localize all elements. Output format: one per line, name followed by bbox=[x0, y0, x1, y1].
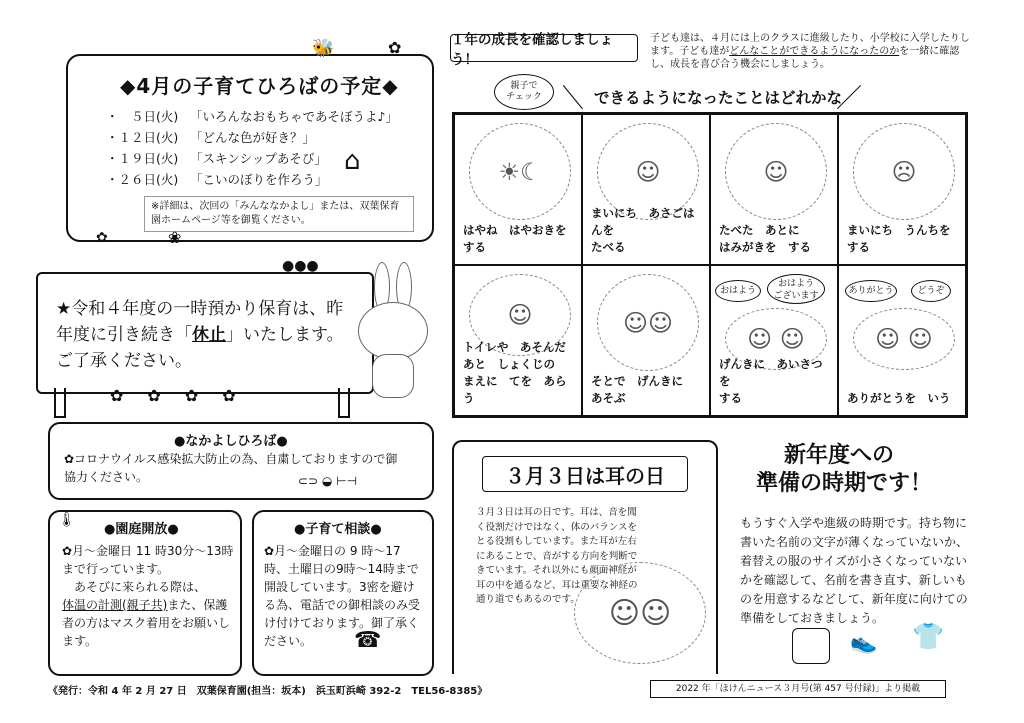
subtitle-slash-right: ／ bbox=[836, 84, 863, 114]
garden-title: ●園庭開放● bbox=[104, 522, 179, 537]
garden-text bbox=[62, 542, 234, 650]
growth-cell bbox=[582, 114, 710, 265]
garden-text3: また、保護者の方はマスク着用をお願いします。 bbox=[62, 598, 231, 648]
ground-flowers-icon: ✿✿✿✿ bbox=[110, 386, 260, 405]
newyear-text: もうすぐ入学や進級の時期です。持ち物に書いた名前の文字が薄くなっていないか、着替えの服のサイズが小さくなっていないかを確認して、名前を書き直す、新しいものを用意するなどして、新年度に向けての準備をしておきましょう。 bbox=[740, 516, 969, 625]
notice-underlined: 休止 bbox=[192, 325, 226, 345]
shirt-icon: 👕 bbox=[912, 622, 945, 652]
breakfast-icon: ☺ bbox=[597, 123, 699, 220]
thermometer-icon: 🌡 bbox=[58, 512, 76, 528]
ear-frame bbox=[452, 440, 718, 674]
schedule-text: 「スキンシップあそび」 bbox=[190, 151, 327, 166]
schedule-date: ・１９日(火) bbox=[106, 151, 179, 166]
consult-box bbox=[252, 510, 434, 676]
growth-cell bbox=[454, 265, 582, 416]
playground-icon: ☺☺ bbox=[597, 274, 699, 371]
greeting-bubble: おはよう ございます bbox=[767, 274, 825, 304]
garden-underlined: 体温の計測(親子共) bbox=[62, 598, 168, 612]
growth-subtitle: できるようになったことはどれかな bbox=[594, 89, 843, 107]
schedule-date: ・２６日(火) bbox=[106, 172, 179, 187]
growth-caption: そとで げんきに あそぶ bbox=[591, 374, 683, 405]
growth-cell bbox=[710, 114, 838, 265]
growth-caption: げんきに あいさつを する bbox=[719, 357, 823, 405]
toothbrush-icon: ☺ bbox=[725, 123, 827, 220]
thanks-bubble: ありがとう bbox=[845, 280, 897, 302]
growth-grid bbox=[452, 112, 968, 418]
growth-caption: ありがとうを いう bbox=[847, 391, 951, 405]
schedule-text: 「いろんなおもちゃであそぼうよ♪」 bbox=[190, 109, 398, 124]
schedule-title: ◆4月の子育てひろばの予定◆ bbox=[120, 74, 399, 98]
growth-intro-part2: を一緒に確認し、成長を喜び合う機会にしましょう。 bbox=[650, 46, 960, 70]
growth-header-text: １年の成長を確認しましょう！ bbox=[451, 32, 613, 68]
garden-box bbox=[48, 510, 242, 676]
schedule-date: ・ ５日(火) bbox=[106, 109, 179, 124]
source-text: 2022 年「ほけんニュース３月号(第 457 号付録)」より掲載 bbox=[675, 684, 921, 694]
growth-caption: まいにち うんちを する bbox=[847, 223, 951, 254]
schedule-item bbox=[106, 106, 398, 127]
schedule-text: 「どんな色が好き？」 bbox=[190, 130, 316, 145]
thanks-icon: ☺ ☺ bbox=[853, 308, 955, 370]
bib-icon bbox=[792, 628, 830, 664]
thanks-bubble: どうぞ bbox=[911, 280, 951, 302]
notice-board bbox=[36, 272, 374, 394]
tulip-icon: ✿ bbox=[96, 230, 108, 246]
toilet-icon: ☹ bbox=[853, 123, 955, 220]
bee-icon: 🐝 bbox=[312, 38, 335, 59]
growth-intro-underlined: どんなことができるようになったのか bbox=[729, 46, 900, 57]
ear-title-box bbox=[482, 456, 688, 492]
schedule-note: ※詳細は、次回の「みんななかよし」または、双葉保育園ホームページ等を御覧ください。 bbox=[144, 196, 414, 232]
nakayoshi-title: ●なかよしひろば● bbox=[174, 434, 288, 449]
footer-text: 《発行：令和 4 年 2 月 27 日 双葉保育園(担当：坂本) 浜玉町浜崎 392-2 TEL56-8385》 bbox=[48, 686, 488, 697]
growth-cell bbox=[838, 265, 966, 416]
growth-caption: まいにち あさごはんを たべる bbox=[591, 206, 695, 254]
check-bubble bbox=[494, 74, 554, 110]
garden-text1: ✿月～金曜日 11 時30分～13時まで行っています。 bbox=[62, 544, 234, 576]
source-box bbox=[650, 680, 946, 698]
board-leg-right bbox=[338, 388, 350, 418]
consult-title: ●子育て相談● bbox=[294, 522, 382, 537]
greeting-icon: ☺ ☺ bbox=[725, 308, 827, 370]
growth-intro-part1: 子ども達は、４月には上のクラスに進級したり、小学校に入学したりします。子ども達が bbox=[650, 33, 970, 57]
house-icon: ⌂ bbox=[344, 146, 361, 176]
moon-sun-icon: ☀☾ bbox=[469, 123, 571, 220]
shoes-icon: 👟 bbox=[850, 630, 878, 655]
newyear-title1: 新年度への bbox=[784, 443, 895, 468]
nakayoshi-text: ✿コロナウイルス感染拡大防止の為、自粛しておりますので御協力ください。 bbox=[64, 452, 398, 484]
schedule-date: ・１２日(火) bbox=[106, 130, 179, 145]
flower-icon: ✿ bbox=[388, 38, 402, 57]
growth-cell bbox=[454, 114, 582, 265]
growth-caption: はやね はやおきを する bbox=[463, 223, 567, 254]
nakayoshi-box bbox=[48, 422, 434, 500]
ear-text: ３月３日は耳の日です。耳は、音を聞く役割だけではなく、体のバランスをとる役割もしています。また耳が左右にあることで、音がする方向を判断できています。それ以外にも顔面神経が耳の中を通るなど、耳は重要な神経の通り道でもあるのです。 bbox=[476, 507, 638, 605]
growth-intro bbox=[650, 32, 972, 71]
schedule-item bbox=[106, 127, 398, 148]
growth-cell bbox=[838, 114, 966, 265]
toys-icon: ⊂⊃ ◒ ⊢⊣ bbox=[298, 474, 358, 488]
growth-cell bbox=[710, 265, 838, 416]
caterpillar-icon: ●●● bbox=[282, 258, 319, 274]
handwash-icon: ☺ bbox=[469, 274, 571, 356]
growth-cell bbox=[582, 265, 710, 416]
ladybug-icon: ❀ bbox=[168, 228, 182, 247]
notice-text bbox=[56, 296, 356, 374]
subtitle-slash-left: ＼ bbox=[556, 84, 589, 114]
check-label: 親子で チェック bbox=[506, 81, 542, 102]
doctor-icon: ☺☺ bbox=[574, 562, 706, 664]
growth-caption: たべた あとに はみがきを する bbox=[719, 223, 811, 254]
schedule-text: 「こいのぼりを作ろう」 bbox=[190, 172, 328, 187]
rabbit-icon bbox=[358, 262, 428, 402]
board-leg-left bbox=[54, 388, 66, 418]
telephone-icon: ☎ bbox=[354, 628, 382, 653]
growth-caption: トイレや あそんだ あと しょくじの まえに てを あらう bbox=[463, 340, 567, 405]
notice-text-part3: 」いたします。ご了承ください。 bbox=[56, 325, 344, 371]
garden-text2: あそびに来られる際は、 bbox=[62, 580, 207, 594]
greeting-bubble: おはよう bbox=[715, 280, 761, 302]
notice-text-part1: ★令和４年度の一時預かり保育は、昨年度に引き続き「 bbox=[56, 299, 344, 345]
schedule-box bbox=[66, 54, 434, 242]
growth-header bbox=[450, 32, 638, 68]
consult-text: ✿月～金曜日の 9 時～17 時、土曜日の9時～14時まで開設しています。3密を避ける為、電話での御相談のみ受け付けております。御了承ください。 bbox=[264, 544, 421, 648]
ear-title: ３月３日は耳の日 bbox=[505, 463, 665, 488]
newyear-title2: 準備の時期です！ bbox=[756, 471, 933, 496]
